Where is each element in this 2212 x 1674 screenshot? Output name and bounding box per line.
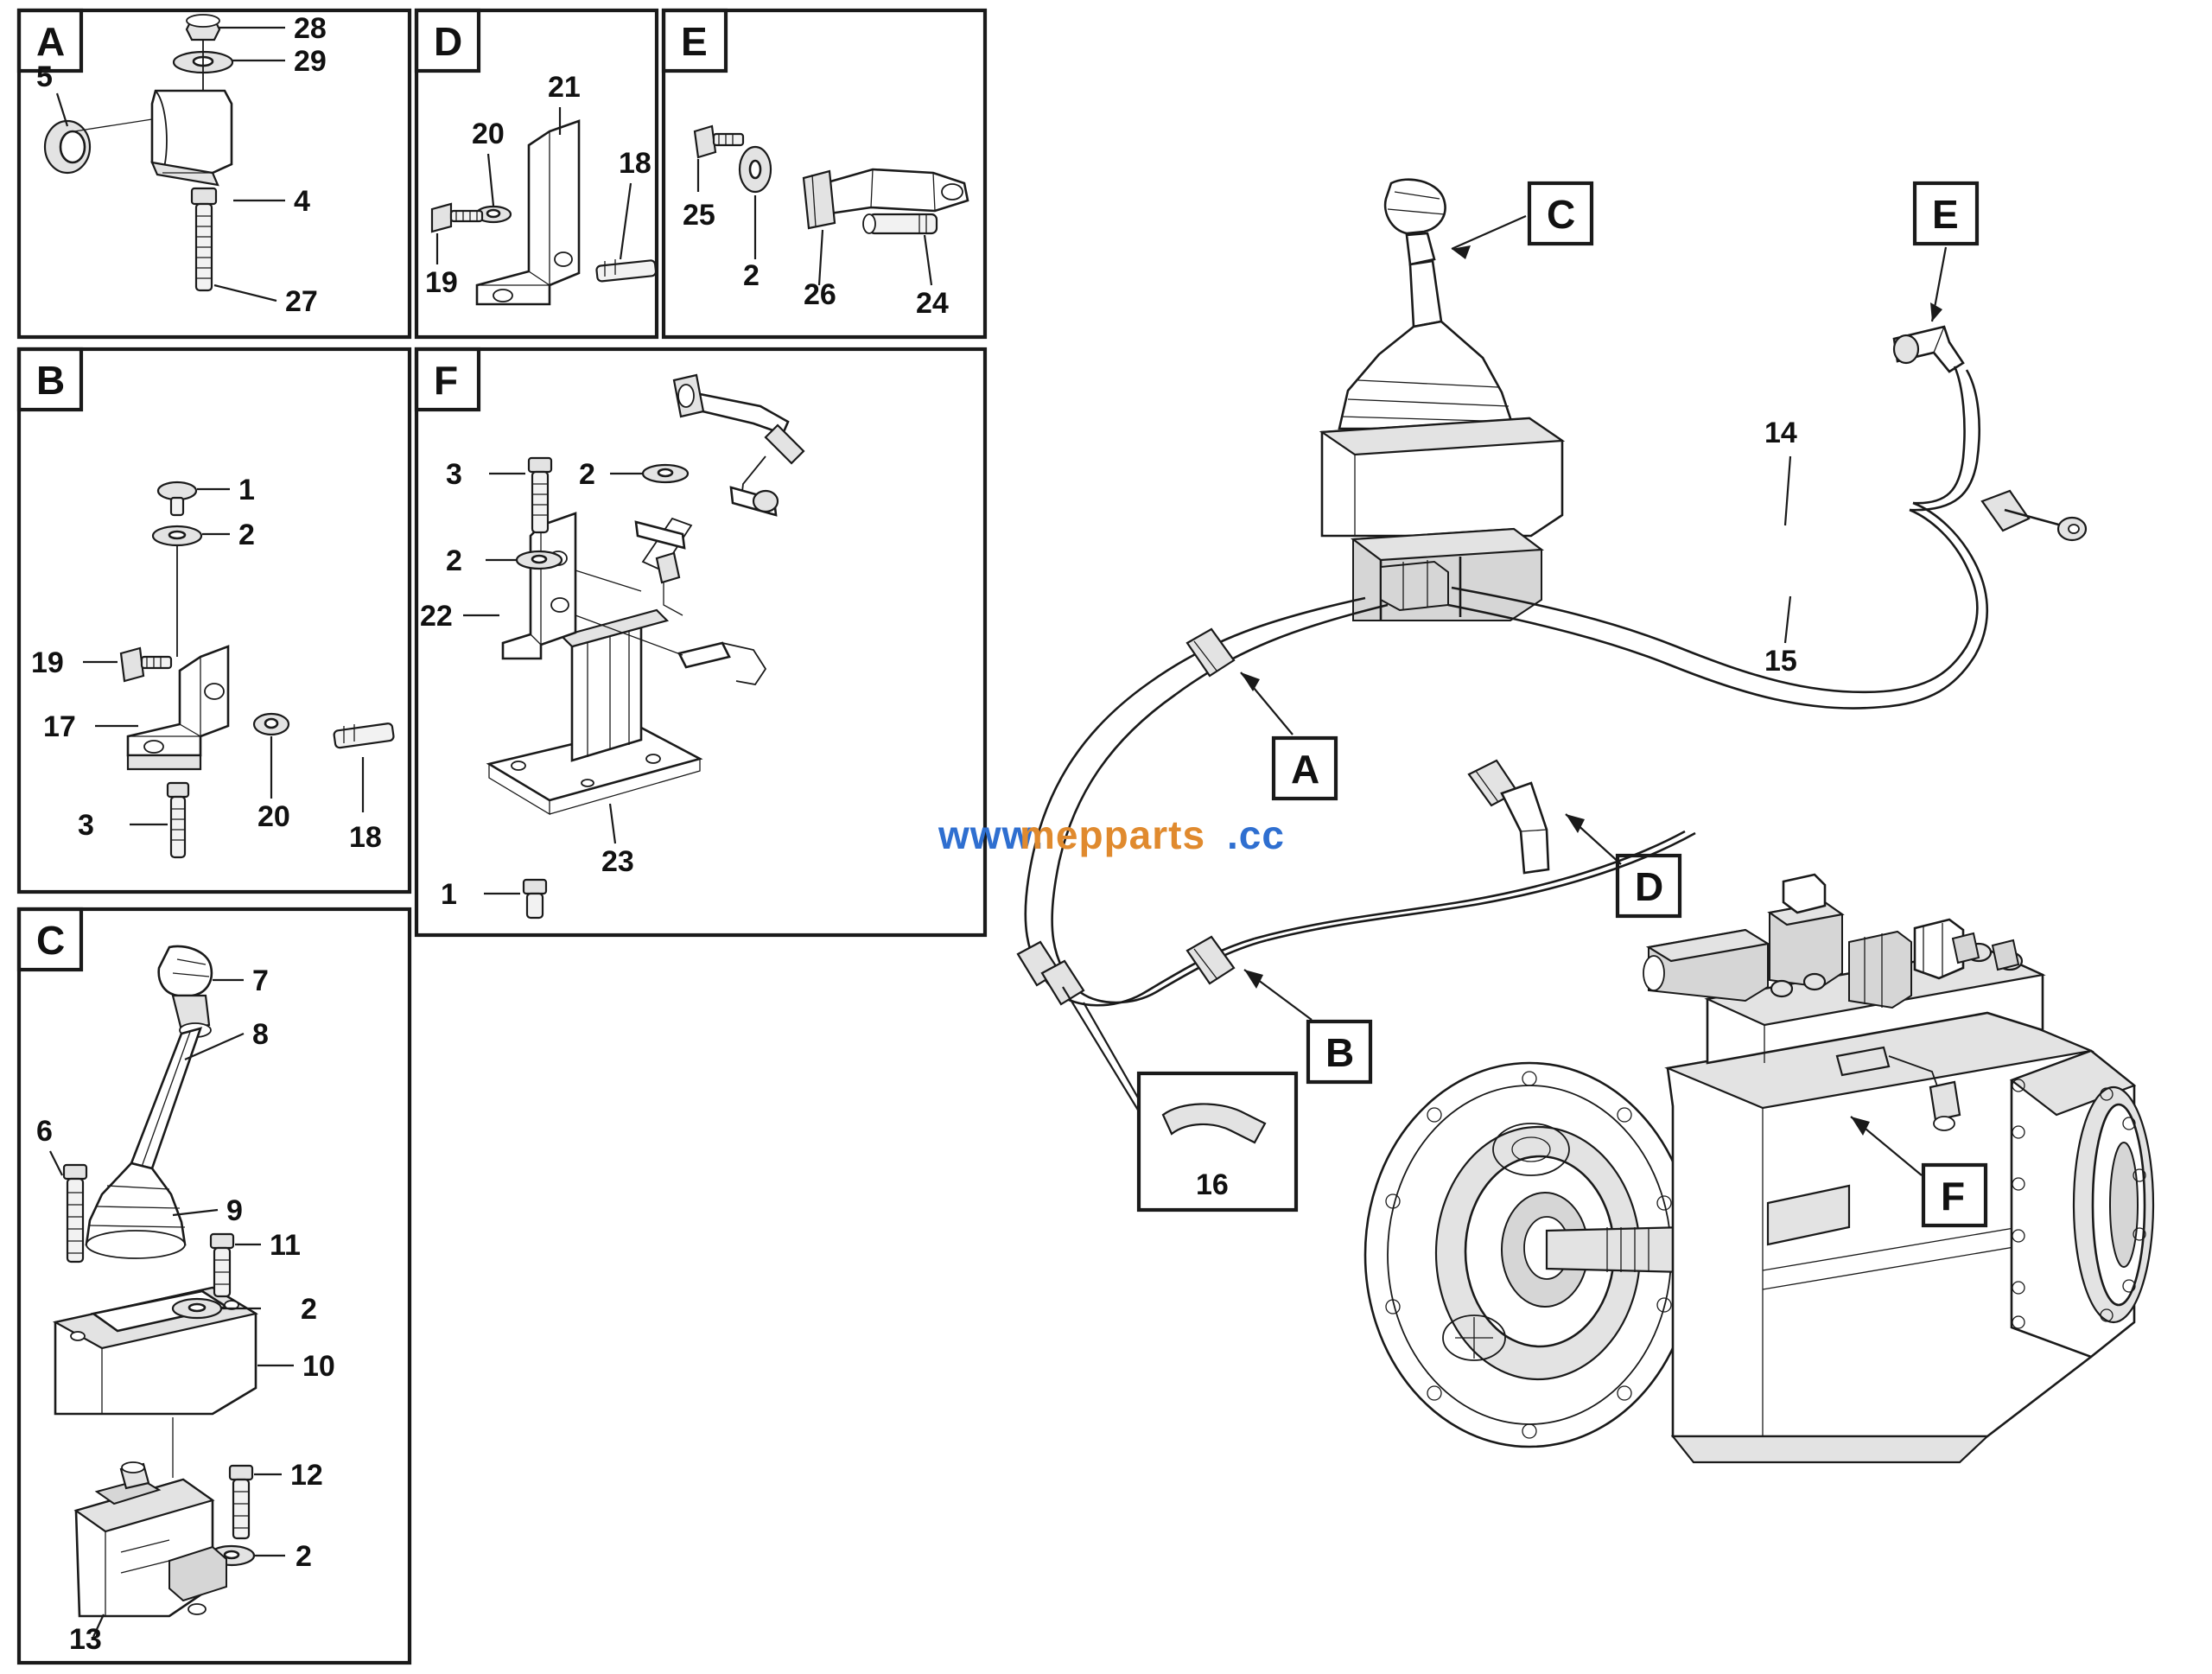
detail-box-f-letter: F	[434, 358, 459, 403]
pin-part-24	[863, 214, 937, 233]
callout-a	[1241, 672, 1336, 799]
bracket-part-22	[503, 513, 575, 659]
detail-box-b-letter: B	[36, 358, 66, 403]
watermark-prefix: www.	[938, 812, 1045, 857]
part-label-28: 28	[294, 12, 327, 45]
part-label-2-box-f-left: 2	[446, 544, 462, 577]
detail-box-c	[19, 909, 410, 1663]
washer-part-2-box-e	[740, 147, 771, 192]
callout-f-letter: F	[1941, 1174, 1966, 1219]
part-label-29: 29	[294, 45, 327, 78]
detail-box-e	[664, 10, 985, 337]
bolt-part-6	[64, 1165, 86, 1262]
bolt-part-25	[695, 126, 743, 157]
detail-box-d	[416, 10, 657, 337]
washer-part-2-box-b	[153, 526, 201, 545]
part-label-17: 17	[43, 710, 76, 743]
part-label-3-box-b: 3	[78, 809, 94, 842]
washer-part-20-box-b	[254, 714, 289, 735]
cable-clamp-b	[1187, 937, 1234, 983]
cable-retainer-part-16	[1163, 1104, 1265, 1143]
part-label-9: 9	[226, 1194, 243, 1227]
part-label-2-box-c-lower: 2	[296, 1540, 312, 1573]
detail-box-f	[416, 349, 985, 935]
bolt-part-11	[211, 1234, 233, 1296]
part-label-11: 11	[270, 1229, 301, 1262]
bolt-part-27	[192, 188, 216, 290]
bolt-part-1-box-f	[524, 880, 546, 918]
shift-tower-housing-part-10	[55, 1288, 256, 1414]
washer-part-2-box-f-mid	[643, 465, 688, 482]
part-label-1-box-f: 1	[441, 878, 457, 911]
part-label-12: 12	[290, 1459, 323, 1492]
watermark	[938, 812, 1285, 857]
part-label-22: 22	[420, 600, 453, 633]
bolt-part-12	[230, 1466, 252, 1538]
shift-boot-part-9	[86, 1163, 185, 1258]
part-label-8: 8	[252, 1018, 269, 1051]
clamp-bracket-part-4	[152, 91, 232, 185]
part-label-19-box-b: 19	[31, 646, 64, 679]
pin-part-18-box-d	[596, 259, 657, 282]
bolt-part-3-box-f	[529, 458, 551, 532]
bolt-part-19-box-d	[432, 204, 482, 232]
part-label-18-box-b: 18	[349, 821, 382, 854]
part-label-3-box-f: 3	[446, 458, 462, 491]
part-label-15: 15	[1764, 645, 1797, 678]
part-label-23: 23	[601, 845, 634, 878]
shift-cable-assembly	[1018, 327, 2086, 1005]
detail-box-a	[19, 10, 410, 337]
assembly-shift-tower	[1322, 180, 1562, 621]
watermark-highlight: mepparts	[1020, 812, 1206, 857]
part-label-6: 6	[36, 1115, 53, 1148]
part-label-20-box-d: 20	[472, 118, 505, 150]
part-label-7: 7	[252, 964, 269, 997]
part-label-19-box-d: 19	[425, 266, 458, 299]
bushing-part-5	[45, 119, 152, 173]
shift-valve-unit-part-13	[76, 1462, 226, 1616]
cable-support-bracket-d	[1469, 761, 1548, 873]
bolt-part-19-box-b	[121, 648, 171, 681]
part-label-25: 25	[683, 199, 715, 232]
callout-d-letter: D	[1635, 864, 1664, 909]
callout-16-box	[1063, 987, 1296, 1210]
washer-part-2-box-f-left	[517, 551, 562, 569]
callout-b-letter: B	[1325, 1030, 1355, 1075]
washer-part-2-box-c-upper	[173, 1299, 221, 1318]
bolt-part-1-box-b	[158, 482, 196, 515]
part-label-1-box-b: 1	[238, 474, 255, 506]
callout-c	[1452, 183, 1592, 259]
cable-end-fittings	[1018, 942, 1084, 1004]
bolt-part-3-box-b	[168, 783, 188, 857]
part-label-2-box-b: 2	[238, 519, 255, 551]
watermark-suffix: .cc	[1227, 812, 1285, 857]
part-label-26: 26	[804, 278, 836, 311]
callout-e-letter: E	[1932, 192, 1959, 237]
part-label-20-box-b: 20	[257, 800, 290, 833]
part-label-5: 5	[36, 60, 53, 93]
detail-box-d-letter: D	[434, 19, 463, 64]
part-label-13: 13	[69, 1623, 102, 1656]
part-label-16: 16	[1196, 1168, 1229, 1201]
nut-part-28	[187, 15, 219, 40]
part-label-18-box-d: 18	[619, 147, 652, 180]
detail-box-c-letter: C	[36, 918, 66, 963]
part-label-10: 10	[302, 1350, 335, 1383]
transmission-assembly	[1365, 875, 2153, 1462]
callout-c-letter: C	[1547, 192, 1576, 237]
part-label-2-box-c-upper: 2	[301, 1293, 317, 1326]
pin-part-18-box-b	[334, 723, 394, 748]
shift-knob-part-7	[159, 946, 212, 1037]
part-label-4: 4	[294, 185, 310, 218]
part-label-14: 14	[1764, 417, 1797, 449]
detail-box-a-letter: A	[36, 19, 66, 64]
callout-a-letter: A	[1291, 747, 1320, 792]
callout-b	[1244, 970, 1370, 1082]
callout-e	[1915, 183, 1977, 321]
part-label-2-box-f-mid: 2	[579, 458, 595, 491]
shift-lever-part-8	[131, 1028, 200, 1168]
detail-box-e-letter: E	[681, 19, 708, 64]
cable-clamp-a	[1187, 629, 1234, 676]
part-label-27: 27	[285, 285, 318, 318]
part-label-21: 21	[548, 71, 581, 104]
detail-box-b	[19, 349, 410, 892]
part-label-2-box-e: 2	[743, 259, 760, 292]
part-label-24: 24	[916, 287, 949, 320]
